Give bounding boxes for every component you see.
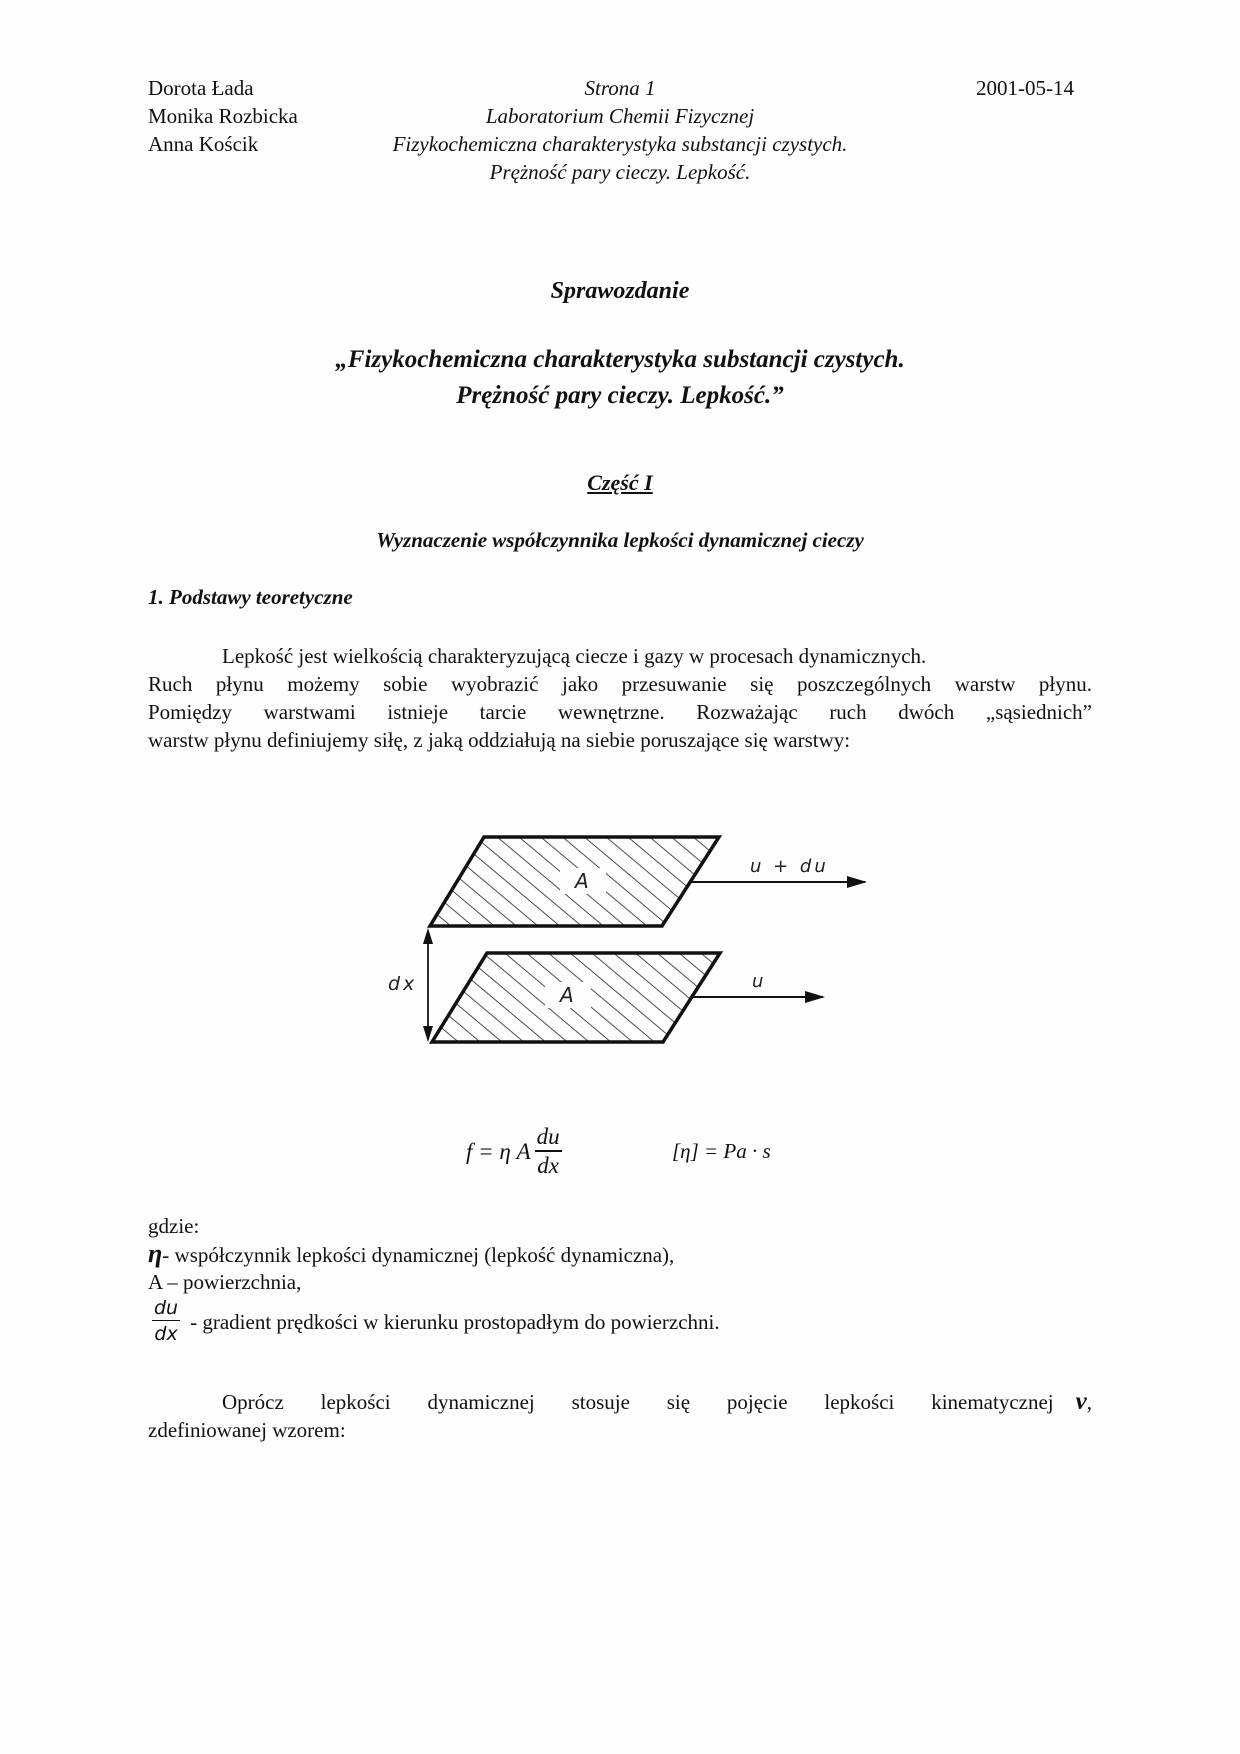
section-heading: Wyznaczenie współczynnika lepkości dynamicznej cieczy: [376, 528, 864, 552]
viscosity-plates-figure: [370, 820, 880, 1060]
definition-eta: [148, 1240, 674, 1269]
fraction-denominator: dx: [537, 1153, 559, 1178]
distance-label: dx: [388, 973, 418, 995]
subsection-heading: 1. Podstawy teoretyczne: [148, 585, 353, 609]
eta-symbol: η: [148, 1239, 163, 1268]
formula-fraction: [535, 1124, 562, 1180]
comma: ,: [1086, 1390, 1092, 1414]
paragraph-line: zdefiniowanej wzorem:: [148, 1418, 346, 1442]
page-number: Strona 1: [584, 76, 656, 100]
gradient-fraction: [152, 1296, 180, 1347]
paragraph-line: [148, 1388, 1092, 1416]
lower-plate-label: A: [560, 983, 574, 1007]
document-subtitle-line-1: „Fizykochemiczna charakterystyka substancji czystych.: [335, 346, 905, 373]
topic-line-2: Prężność pary cieczy. Lepkość.: [489, 160, 751, 184]
paragraph-line: Pomiędzy warstwami istnieje tarcie wewnętrzne. Rozważając ruch dwóch „sąsiednich”: [148, 700, 1092, 724]
definition-text: - współczynnik lepkości dynamicznej (lepkość dynamiczna),: [162, 1243, 675, 1267]
lower-velocity-label: u: [752, 971, 764, 992]
fraction-numerator: du: [535, 1124, 562, 1152]
document-subtitle-line-2: Prężność pary cieczy. Lepkość.”: [456, 382, 784, 409]
document-title: Sprawozdanie: [550, 278, 690, 304]
topic-line-1: Fizykochemiczna charakterystyka substancji czystych.: [392, 132, 848, 156]
paragraph-line: warstw płynu definiujemy siłę, z jaką oddziałują na siebie poruszające się warstwy:: [148, 728, 851, 752]
definition-text: – powierzchnia,: [162, 1270, 302, 1294]
paragraph-line: Ruch płynu możemy sobie wyobrazić jako przesuwanie się poszczególnych warstw płynu.: [148, 672, 1092, 696]
author-3: Anna Kościk: [148, 132, 259, 156]
part-heading: Część I: [587, 470, 653, 495]
author-2: Monika Rozbicka: [148, 104, 298, 128]
nu-symbol: [1076, 1388, 1092, 1416]
paragraph-intro: [148, 642, 1092, 754]
viscosity-formula: [466, 1124, 562, 1180]
report-date: 2001-05-14: [976, 76, 1074, 100]
author-1: Dorota Łada: [148, 76, 254, 100]
fraction-denominator: dx: [154, 1323, 178, 1345]
paragraph-kinematic: [148, 1388, 1092, 1444]
fraction-numerator: du: [154, 1297, 179, 1319]
nu-glyph: ν: [1075, 1388, 1087, 1415]
upper-plate-label: A: [575, 869, 589, 893]
definition-text: - gradient prędkości w kierunku prostopadłym do powierzchni.: [190, 1309, 720, 1334]
viscosity-unit: [η] = Pa · s: [672, 1139, 771, 1163]
formula-lhs: f = η A: [466, 1139, 531, 1164]
plates-diagram: [370, 820, 880, 1060]
upper-velocity-label: u + du: [750, 856, 829, 877]
area-symbol: A: [148, 1270, 163, 1294]
definition-area: [148, 1268, 301, 1296]
where-label: gdzie:: [148, 1214, 200, 1238]
definition-gradient: [152, 1296, 720, 1347]
paragraph-line: Lepkość jest wielkością charakteryzującą ciecze i gazy w procesach dynamicznych.: [222, 644, 927, 668]
lab-name: Laboratorium Chemii Fizycznej: [485, 104, 755, 128]
paragraph-line-text: Oprócz lepkości dynamicznej stosuje się pojęcie lepkości kinematycznej: [222, 1390, 1054, 1414]
